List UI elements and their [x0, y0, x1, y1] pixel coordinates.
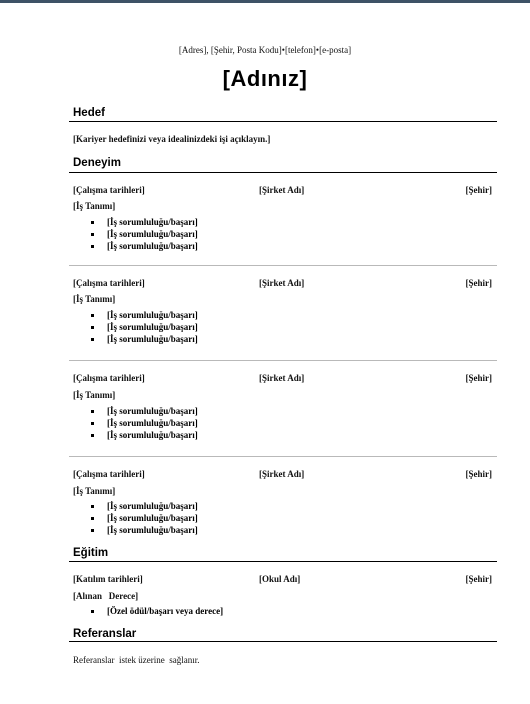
- references-text[interactable]: Referanslar istek üzerine sağlanır.: [73, 655, 200, 665]
- job-company[interactable]: [Şirket Adı]: [259, 469, 305, 479]
- section-rule-objective: [69, 121, 497, 122]
- resume-document: [Adres], [Şehir, Posta Kodu]•[telefon]•[e-posta] [Adınız] Hedef [Kariyer hedefinizi veya idealinizdeki işi açıklayın.] Deneyim [Çalışma tarihleri] [Şirket Adı] [Şehir] [İş Tanımı] [İş sorumluluğu/başarı] [İş sorumluluğu/başarı] [İş sorumluluğu/başarı] [Çalışma tarihleri] [Şirket Adı] [Şehir] [İş Tanımı] [İş sorumluluğu/başarı] [İş sorumluluğu/başarı] [İş sorumluluğu/başarı] [Çalışma tarihleri] [Şirket Adı] [Şehir] [İş Tanımı] [İş sorumluluğu/başarı] [İş sorumluluğu/başarı] [İş sorumluluğu/başarı] [Çalışma tarihleri] [Şirket Adı] [Şehir] [İş Tanımı] [İş sorumluluğu/başarı] [İş sorumluluğu/başarı] [İş sorumluluğu/başarı] Eğitim [Katılım tarihleri] [Okul Adı] [Şehir] [Alınan Derece] [Özel ödül/başarı veya derece] Referanslar Referanslar istek üzerine sağlanır.: [0, 0, 530, 704]
- job-dates[interactable]: [Çalışma tarihleri]: [73, 373, 145, 383]
- job-dates[interactable]: [Çalışma tarihleri]: [73, 185, 145, 195]
- section-heading-education: Eğitim: [73, 547, 109, 559]
- education-degree[interactable]: [Alınan Derece]: [73, 591, 139, 601]
- objective-text[interactable]: [Kariyer hedefinizi veya idealinizdeki işi açıklayın.]: [73, 134, 271, 144]
- education-dates[interactable]: [Katılım tarihleri]: [73, 574, 143, 584]
- job-title[interactable]: [İş Tanımı]: [73, 201, 116, 211]
- section-heading-references: Referanslar: [73, 628, 137, 640]
- job-divider: [69, 360, 497, 361]
- job-divider: [69, 456, 497, 457]
- job-city[interactable]: [Şehir]: [465, 185, 492, 195]
- contact-line[interactable]: [Adres], [Şehir, Posta Kodu]•[telefon]•[e-posta]: [178, 45, 352, 55]
- job-company[interactable]: [Şirket Adı]: [259, 278, 305, 288]
- job-city[interactable]: [Şehir]: [465, 278, 492, 288]
- section-rule-references: [69, 641, 497, 642]
- job-title[interactable]: [İş Tanımı]: [73, 486, 116, 496]
- section-heading-experience: Deneyim: [73, 157, 121, 169]
- job-title[interactable]: [İş Tanımı]: [73, 294, 116, 304]
- education-city[interactable]: [Şehir]: [465, 574, 492, 584]
- section-rule-education: [69, 561, 497, 562]
- job-city[interactable]: [Şehir]: [465, 373, 492, 383]
- job-dates[interactable]: [Çalışma tarihleri]: [73, 469, 145, 479]
- education-school[interactable]: [Okul Adı]: [259, 574, 301, 584]
- section-heading-objective: Hedef: [73, 107, 105, 119]
- job-divider: [69, 265, 497, 266]
- job-company[interactable]: [Şirket Adı]: [259, 373, 305, 383]
- job-city[interactable]: [Şehir]: [465, 469, 492, 479]
- applicant-name[interactable]: [Adınız]: [222, 66, 308, 91]
- job-title[interactable]: [İş Tanımı]: [73, 390, 116, 400]
- job-dates[interactable]: [Çalışma tarihleri]: [73, 278, 145, 288]
- section-rule-experience: [69, 172, 497, 173]
- job-company[interactable]: [Şirket Adı]: [259, 185, 305, 195]
